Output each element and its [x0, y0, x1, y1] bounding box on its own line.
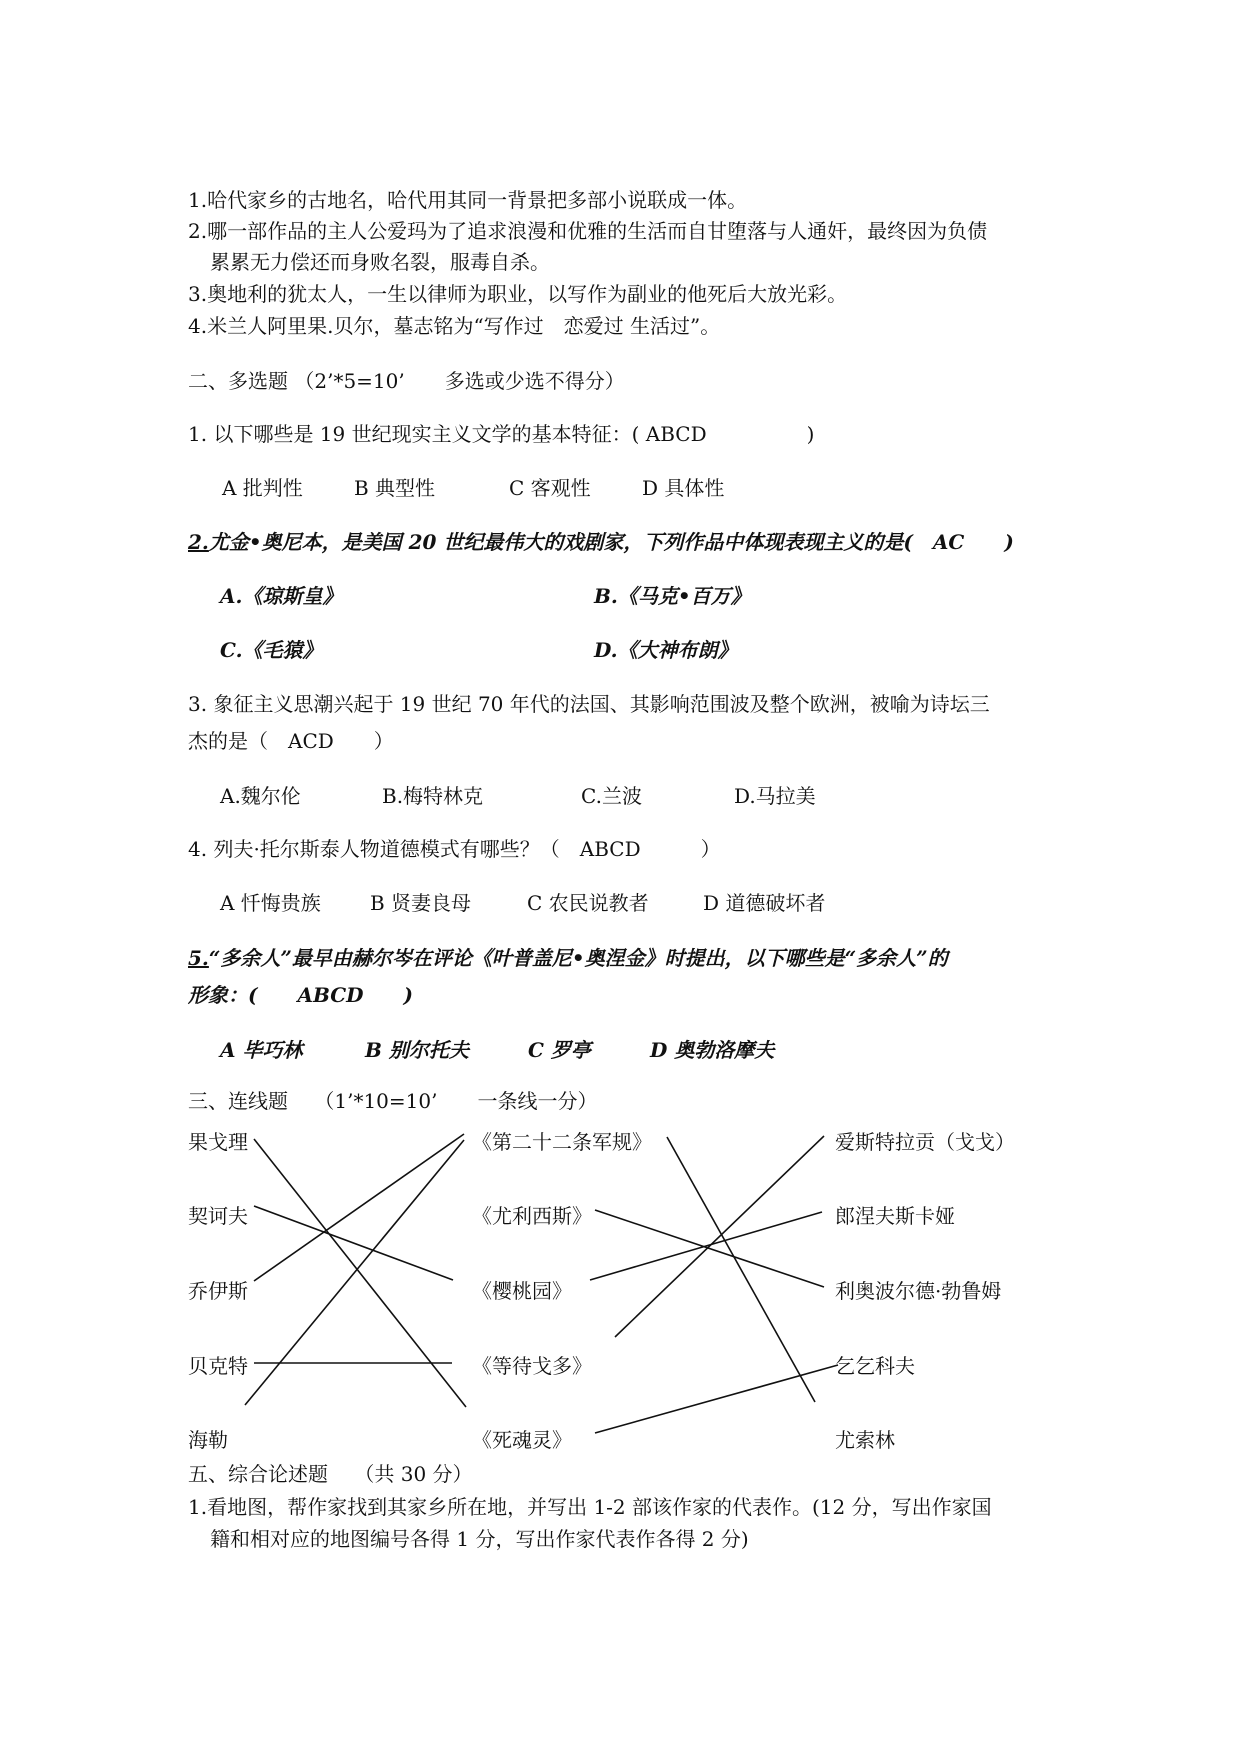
- character-1: 爱斯特拉贡（戈戈）: [835, 1130, 1015, 1154]
- author-2: 契诃夫: [188, 1204, 248, 1228]
- q2-option-a: A.《琼斯皇》: [220, 584, 343, 608]
- q3-option-d: D.马拉美: [734, 784, 816, 808]
- q3-option-b: B.梅特林克: [382, 784, 484, 808]
- q5-option-d: D 奥勃洛摩夫: [650, 1038, 775, 1062]
- author-3: 乔伊斯: [188, 1279, 248, 1303]
- q3-text-a: 3. 象征主义思潮兴起于 19 世纪 70 年代的法国、其影响范围波及整个欧洲，被喻为诗坛三: [188, 692, 990, 716]
- q2-text: 尤金•奥尼本，是美国 20 世纪最伟大的戏剧家，下列作品中体现表现主义的是( AC ): [208, 530, 1014, 554]
- match-line: [590, 1212, 822, 1280]
- q5-option-a: A 毕巧林: [220, 1038, 303, 1062]
- work-2: 《尤利西斯》: [472, 1204, 592, 1228]
- intro-line-3: 3.奥地利的犹太人，一生以律师为职业，以写作为副业的他死后大放光彩。: [188, 282, 848, 306]
- q2-option-c: C.《毛猿》: [220, 638, 323, 662]
- character-5: 尤索林: [835, 1428, 895, 1452]
- work-4: 《等待戈多》: [472, 1354, 592, 1378]
- q3-option-c: C.兰波: [581, 784, 642, 808]
- work-3: 《樱桃园》: [472, 1279, 572, 1303]
- q4-option-c: C 农民说教者: [527, 891, 649, 915]
- work-1: 《第二十二条军规》: [472, 1130, 652, 1154]
- q2-number: 2.: [188, 530, 209, 554]
- intro-line-2a: 2.哪一部作品的主人公爱玛为了追求浪漫和优雅的生活而自甘堕落与人通奸，最终因为负债: [188, 219, 988, 243]
- character-2: 郎涅夫斯卡娅: [835, 1204, 955, 1228]
- intro-line-1: 1.哈代家乡的古地名，哈代用其同一背景把多部小说联成一体。: [188, 188, 748, 212]
- q5-option-c: C 罗亭: [528, 1038, 591, 1062]
- q3-text-b: 杰的是（ ACD ）: [188, 729, 394, 753]
- q5-text-a: “多余人”最早由赫尔岑在评论《叶普盖尼•奥涅金》时提出，以下哪些是“多余人”的: [208, 946, 948, 970]
- character-4: 乞乞科夫: [835, 1354, 915, 1378]
- q1-option-d: D 具体性: [642, 476, 725, 500]
- match-line: [254, 1134, 464, 1281]
- q1-option-b: B 典型性: [354, 476, 436, 500]
- q4-text: 4. 列夫·托尔斯泰人物道德模式有哪些？（ ABCD ）: [188, 837, 721, 861]
- intro-line-4: 4.米兰人阿里果.贝尔，墓志铭为“写作过 恋爱过 生活过”。: [188, 314, 721, 338]
- q2-option-b: B.《马克•百万》: [594, 584, 751, 608]
- q4-option-a: A 忏悔贵族: [220, 891, 321, 915]
- q4-option-d: D 道德破坏者: [703, 891, 826, 915]
- section3-heading: 三、连线题 （1’*10=10’ 一条线一分）: [188, 1089, 598, 1113]
- section2-heading: 二、多选题 （2’*5=10’ 多选或少选不得分）: [188, 369, 625, 393]
- q2-option-d: D.《大神布朗》: [594, 638, 738, 662]
- intro-line-2b: 累累无力偿还而身败名裂，服毒自杀。: [210, 250, 550, 274]
- q4-option-b: B 贤妻良母: [370, 891, 472, 915]
- q3-option-a: A.魏尔伦: [220, 784, 301, 808]
- work-5: 《死魂灵》: [472, 1428, 572, 1452]
- q1-text: 1. 以下哪些是 19 世纪现实主义文学的基本特征：( ABCD ): [188, 422, 815, 446]
- author-1: 果戈理: [188, 1130, 248, 1154]
- match-line: [254, 1206, 453, 1280]
- match-line: [615, 1136, 824, 1337]
- match-line: [595, 1365, 838, 1433]
- character-3: 利奥波尔德·勃鲁姆: [835, 1279, 1002, 1303]
- q5-option-b: B 别尔托夫: [365, 1038, 469, 1062]
- match-line: [667, 1137, 815, 1402]
- section5-heading: 五、综合论述题 （共 30 分）: [188, 1462, 473, 1486]
- q1-option-a: A 批判性: [222, 476, 303, 500]
- q5-number: 5.: [188, 946, 209, 970]
- author-4: 贝克特: [188, 1354, 248, 1378]
- q5-text-b: 形象：( ABCD ): [188, 983, 413, 1007]
- section5-q1-a: 1.看地图，帮作家找到其家乡所在地，并写出 1-2 部该作家的代表作。(12 分，写出作家国: [188, 1495, 992, 1519]
- section5-q1-b: 籍和相对应的地图编号各得 1 分，写出作家代表作各得 2 分): [210, 1527, 749, 1551]
- q1-option-c: C 客观性: [509, 476, 591, 500]
- author-5: 海勒: [188, 1428, 228, 1452]
